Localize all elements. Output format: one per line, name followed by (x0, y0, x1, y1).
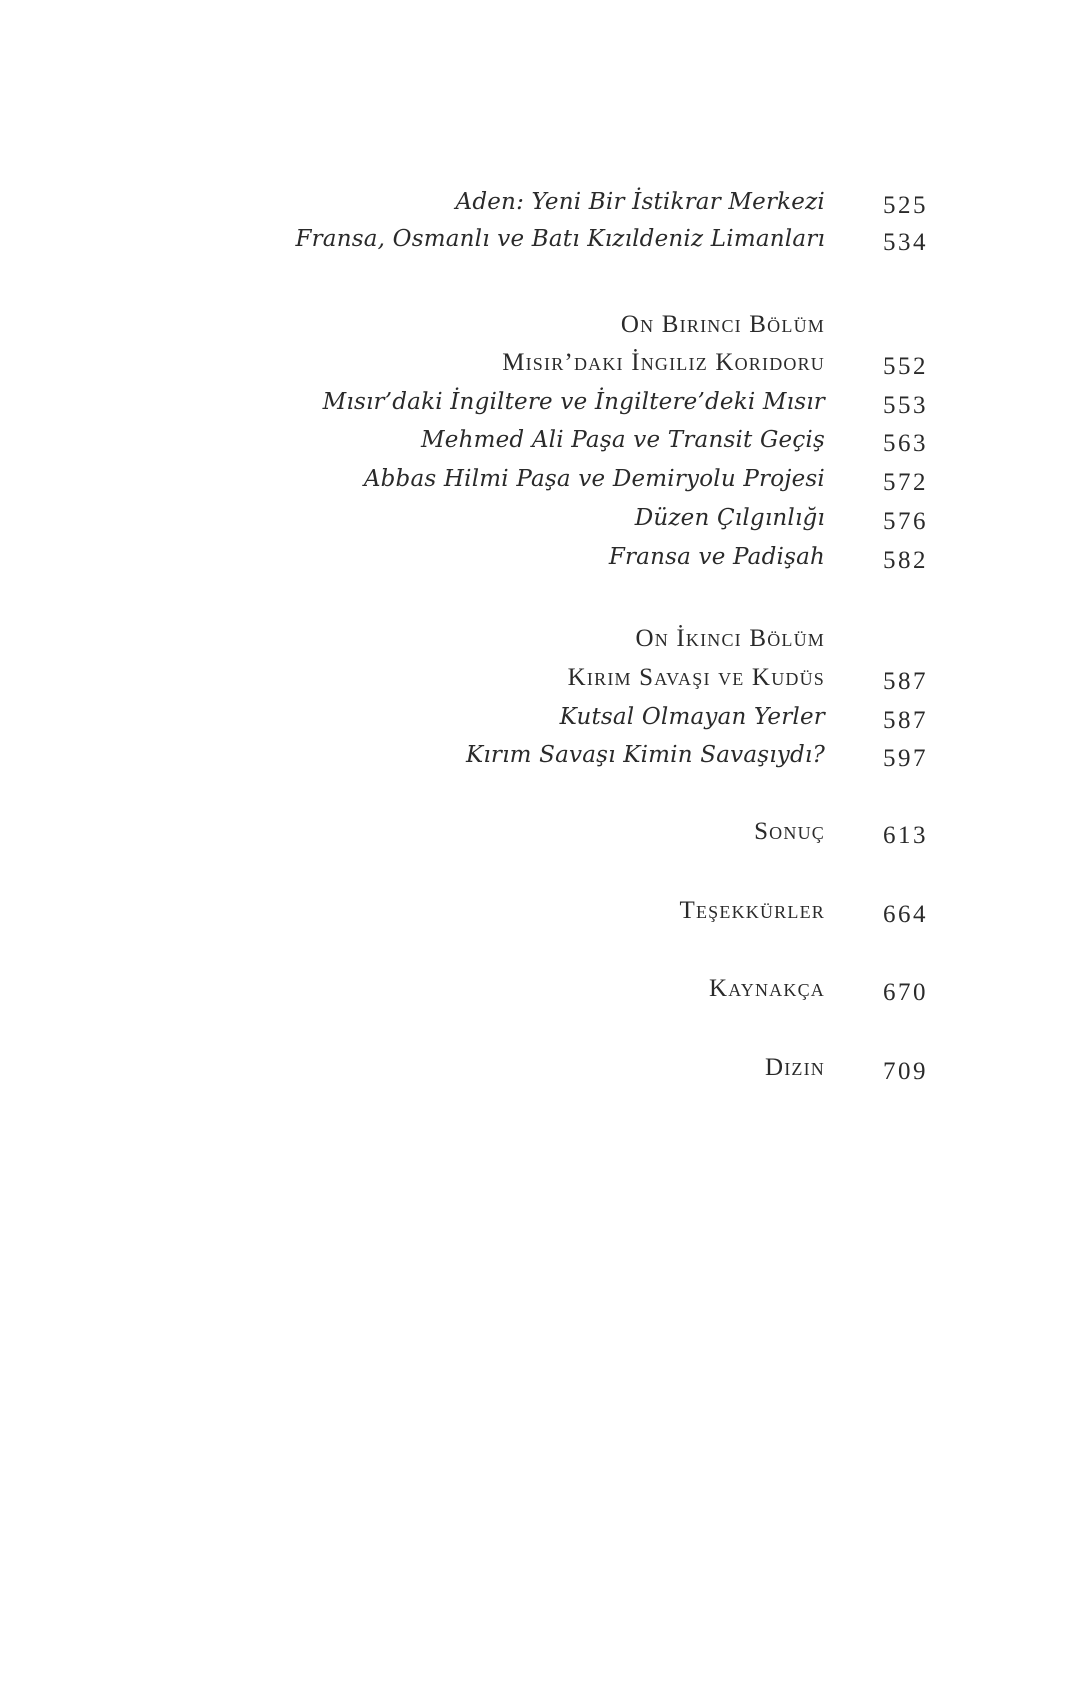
toc-entry-page: 534 (883, 229, 928, 256)
toc-entry (0, 219, 1087, 259)
toc-entry (0, 498, 1087, 538)
toc-entry-title: Mehmed Ali Paşa ve Transit Geçiş (421, 427, 825, 453)
toc-entry-page: 525 (883, 192, 928, 219)
chapter-title: Mısır’daki İngiliz Koridoru (502, 349, 825, 376)
toc-entry (0, 420, 1087, 460)
toc-entry-page: 576 (883, 508, 928, 535)
toc-entry (0, 459, 1087, 499)
toc-entry (0, 969, 1087, 1009)
chapter-heading-label: On Birinci Bölüm (620, 311, 825, 338)
toc-entry-page: 587 (883, 668, 928, 695)
toc-entry-page: 664 (883, 901, 928, 928)
toc-entry (0, 182, 1087, 222)
toc-entry-page: 582 (883, 547, 928, 574)
toc-entry-page: 613 (883, 822, 928, 849)
toc-entry (0, 891, 1087, 931)
chapter-heading-label: On İkinci Bölüm (635, 625, 825, 652)
toc-entry-title: Kutsal Olmayan Yerler (559, 704, 825, 730)
toc-entry (0, 697, 1087, 737)
toc-entry-title: Aden: Yeni Bir İstikrar Merkezi (455, 189, 825, 215)
toc-entry-title: Düzen Çılgınlığı (634, 505, 825, 531)
toc-entry-page: 563 (883, 430, 928, 457)
chapter-title-entry (0, 658, 1087, 698)
toc-entry-title: Sonuç (754, 818, 825, 845)
toc-entry-title: Teşekkürler (679, 897, 825, 924)
toc-entry-page: 572 (883, 469, 928, 496)
toc-entry-page: 587 (883, 707, 928, 734)
toc-entry-title: Fransa, Osmanlı ve Batı Kızıldeniz Limanları (295, 226, 825, 252)
toc-entry-title: Mısır’daki İngiltere ve İngiltere’deki Mısır (322, 389, 825, 415)
toc-entry-title: Abbas Hilmi Paşa ve Demiryolu Projesi (363, 466, 825, 492)
toc-entry-page: 670 (883, 979, 928, 1006)
toc-entry-title: Dizin (764, 1054, 825, 1081)
toc-entry (0, 1048, 1087, 1088)
toc-entry-page: 553 (883, 392, 928, 419)
chapter-title-entry (0, 343, 1087, 383)
toc-entry-page: 709 (883, 1058, 928, 1085)
toc-entry (0, 537, 1087, 577)
toc-entry-page: 597 (883, 745, 928, 772)
chapter-heading (0, 619, 1087, 659)
toc-entry-title: Kırım Savaşı Kimin Savaşıydı? (465, 742, 825, 768)
toc-entry-title: Kaynakça (708, 975, 825, 1002)
chapter-title: Kırım Savaşı ve Kudüs (567, 664, 825, 691)
toc-entry (0, 382, 1087, 422)
toc-entry-title: Fransa ve Padişah (608, 544, 825, 570)
chapter-heading (0, 305, 1087, 345)
toc-entry (0, 812, 1087, 852)
toc-entry (0, 735, 1087, 775)
toc-entry-page: 552 (883, 353, 928, 380)
